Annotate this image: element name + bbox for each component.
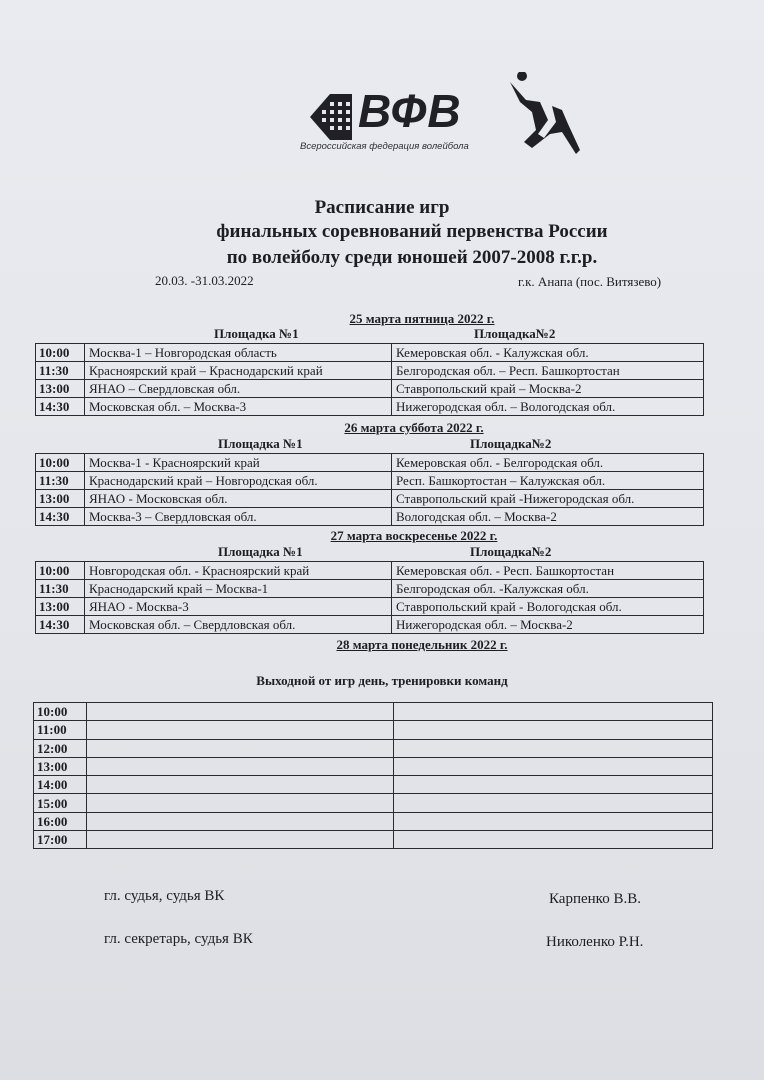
time-cell: 14:00	[34, 776, 87, 794]
empty-cell	[87, 794, 394, 812]
table-row	[34, 812, 713, 830]
schedule-table	[35, 453, 704, 526]
signature-name-2: Николенко Р.Н.	[546, 934, 644, 950]
day-heading: 27 марта воскресенье 2022 г.	[330, 528, 498, 543]
time-cell: 12:00	[34, 739, 87, 757]
volleyball-emblem-icon	[310, 94, 352, 140]
court-2-match: Белгородская обл. -Калужская обл.	[392, 580, 704, 598]
table-row	[36, 508, 704, 526]
empty-cell	[87, 831, 394, 849]
empty-cell	[87, 721, 394, 739]
day-heading: 26 марта суббота 2022 г.	[344, 420, 484, 435]
time-cell: 11:30	[36, 362, 85, 380]
court-2-heading: Площадка№2	[474, 326, 556, 341]
court-2-match: Вологодская обл. – Москва-2	[392, 508, 704, 526]
court-2-match: Нижегородская обл. – Вологодская обл.	[392, 398, 704, 416]
time-cell: 13:00	[36, 598, 85, 616]
event-dates: 20.03. -31.03.2022	[155, 273, 254, 288]
time-cell: 11:30	[36, 580, 85, 598]
table-row	[34, 739, 713, 757]
time-cell: 16:00	[34, 812, 87, 830]
court-2-match: Белгородская обл. – Респ. Башкортостан	[392, 362, 704, 380]
table-row	[36, 472, 704, 490]
signature-role-2: гл. секретарь, судья ВК	[104, 931, 253, 947]
time-cell: 14:30	[36, 508, 85, 526]
time-cell: 13:00	[36, 380, 85, 398]
court-1-match: Москва-1 – Новгородская область	[85, 344, 392, 362]
court-1-match: Красноярский край – Краснодарский край	[85, 362, 392, 380]
event-location: г.к. Анапа (пос. Витязево)	[518, 274, 662, 289]
table-row	[36, 616, 704, 634]
court-2-match: Кемеровская обл. - Респ. Башкортостан	[392, 562, 704, 580]
table-row	[34, 721, 713, 739]
time-cell: 10:00	[34, 703, 87, 721]
table-row	[34, 831, 713, 849]
table-row	[34, 794, 713, 812]
day-heading: 25 марта пятница 2022 г.	[349, 311, 495, 326]
table-row	[36, 580, 704, 598]
empty-cell	[394, 703, 713, 721]
title-line-3: по волейболу среди юношей 2007-2008 г.г.р.	[226, 247, 598, 268]
court-1-heading: Площадка №1	[218, 544, 303, 559]
empty-cell	[394, 757, 713, 775]
table-row	[34, 757, 713, 775]
court-1-match: Новгородская обл. - Красноярский край	[85, 562, 392, 580]
table-row	[36, 398, 704, 416]
table-row	[34, 703, 713, 721]
empty-cell	[87, 812, 394, 830]
time-cell: 13:00	[34, 757, 87, 775]
logo-subtitle: Всероссийская федерация волейбола	[300, 141, 469, 152]
table-row	[36, 454, 704, 472]
time-cell: 11:30	[36, 472, 85, 490]
court-2-match: Ставропольский край - Вологодская обл.	[392, 598, 704, 616]
rest-day-note: Выходной от игр день, тренировки команд	[256, 673, 508, 688]
table-row	[36, 562, 704, 580]
empty-cell	[394, 794, 713, 812]
time-cell: 14:30	[36, 616, 85, 634]
table-row	[36, 598, 704, 616]
day-heading: 28 марта понедельник 2022 г.	[336, 637, 508, 652]
court-2-match: Ставропольский край – Москва-2	[392, 380, 704, 398]
time-cell: 15:00	[34, 794, 87, 812]
time-cell: 10:00	[36, 344, 85, 362]
court-1-match: Москва-1 - Красноярский край	[85, 454, 392, 472]
time-cell: 11:00	[34, 721, 87, 739]
court-1-match: Краснодарский край – Новгородская обл.	[85, 472, 392, 490]
signature-role-1: гл. судья, судья ВК	[104, 888, 225, 904]
court-1-heading: Площадка №1	[218, 436, 303, 451]
court-2-match: Кемеровская обл. - Калужская обл.	[392, 344, 704, 362]
court-1-match: Московская обл. – Свердловская обл.	[85, 616, 392, 634]
empty-cell	[87, 739, 394, 757]
court-1-heading: Площадка №1	[214, 326, 299, 341]
blank-schedule-table	[33, 702, 713, 849]
signature-name-1: Карпенко В.В.	[549, 891, 641, 907]
time-cell: 10:00	[36, 562, 85, 580]
empty-cell	[394, 721, 713, 739]
logo-abbreviation: ВФВ	[358, 85, 462, 137]
court-1-match: Московская обл. – Москва-3	[85, 398, 392, 416]
empty-cell	[87, 703, 394, 721]
court-2-heading: Площадка№2	[470, 436, 552, 451]
time-cell: 13:00	[36, 490, 85, 508]
court-2-match: Нижегородская обл. – Москва-2	[392, 616, 704, 634]
time-cell: 14:30	[36, 398, 85, 416]
court-2-match: Кемеровская обл. - Белгородская обл.	[392, 454, 704, 472]
court-1-match: ЯНАО - Московская обл.	[85, 490, 392, 508]
empty-cell	[394, 776, 713, 794]
time-cell: 10:00	[36, 454, 85, 472]
table-row	[36, 344, 704, 362]
schedule-table	[35, 561, 704, 634]
volleyball-player-icon	[510, 72, 580, 154]
court-1-match: ЯНАО – Свердловская обл.	[85, 380, 392, 398]
empty-cell	[87, 757, 394, 775]
empty-cell	[394, 812, 713, 830]
court-1-match: Краснодарский край – Москва-1	[85, 580, 392, 598]
court-2-match: Ставропольский край -Нижегородская обл.	[392, 490, 704, 508]
court-1-match: ЯНАО - Москва-3	[85, 598, 392, 616]
table-row	[34, 776, 713, 794]
table-row	[36, 490, 704, 508]
court-1-match: Москва-3 – Свердловская обл.	[85, 508, 392, 526]
empty-cell	[394, 831, 713, 849]
table-row	[36, 362, 704, 380]
schedule-table	[35, 343, 704, 416]
time-cell: 17:00	[34, 831, 87, 849]
title-line-2: финальных соревнований первенства России	[216, 221, 608, 242]
title-line-1: Расписание игр	[314, 197, 450, 218]
table-row	[36, 380, 704, 398]
empty-cell	[87, 776, 394, 794]
court-2-match: Респ. Башкортостан – Калужская обл.	[392, 472, 704, 490]
court-2-heading: Площадка№2	[470, 544, 552, 559]
empty-cell	[394, 739, 713, 757]
